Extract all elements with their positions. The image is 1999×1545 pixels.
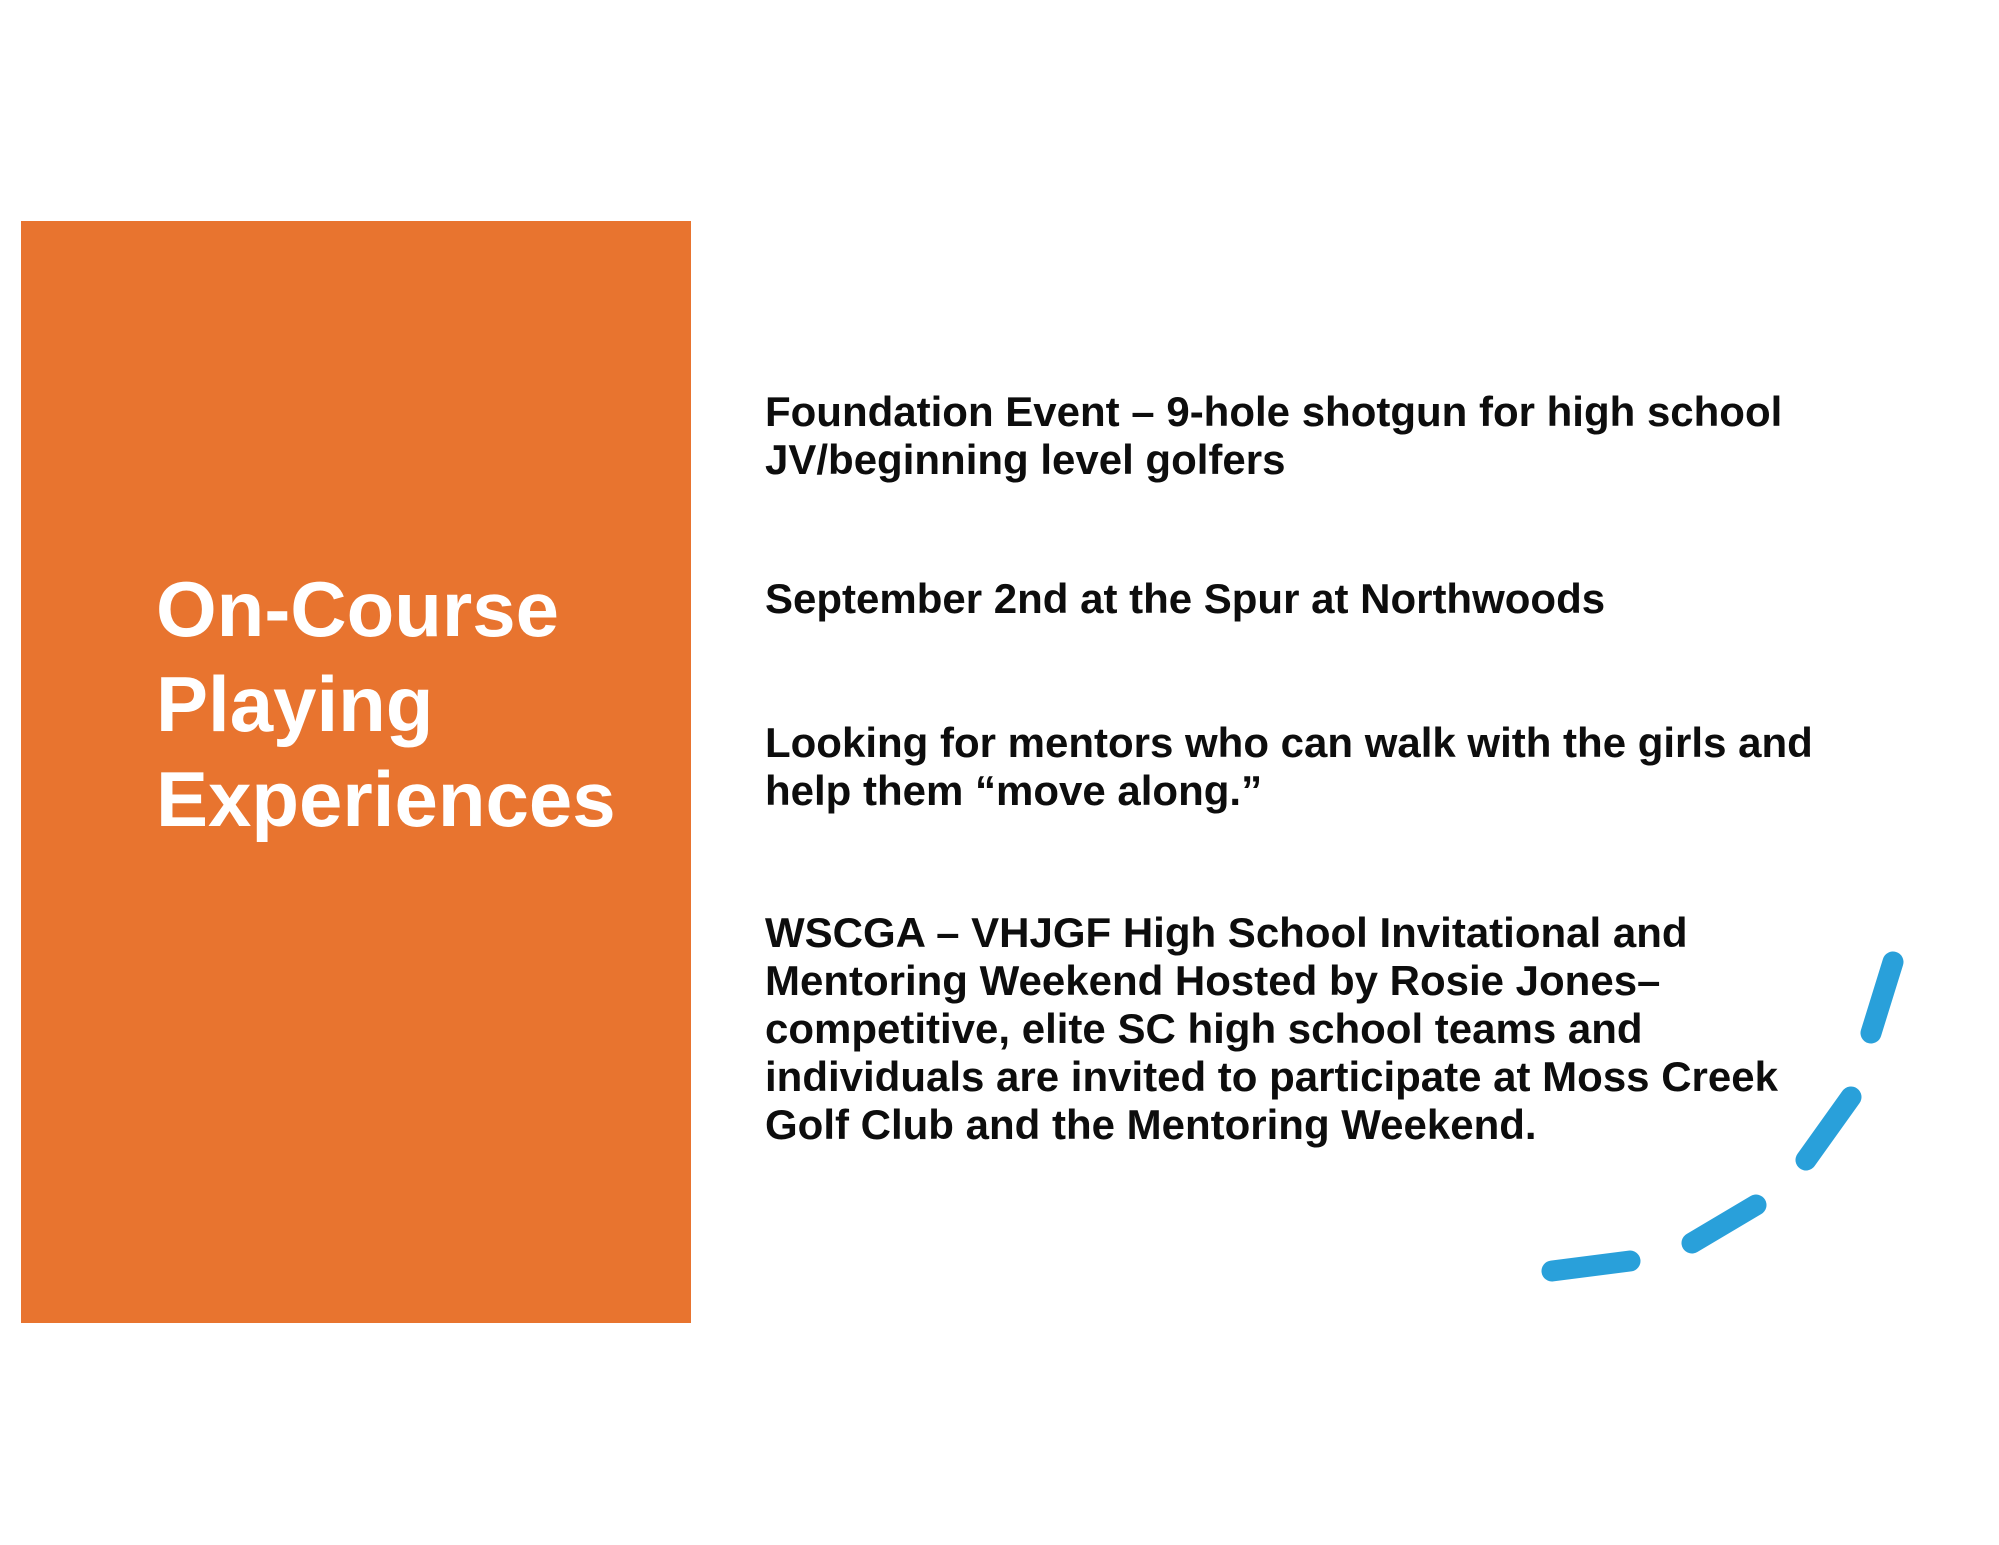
paragraph-foundation-event <box>765 388 1782 484</box>
title-line-1: On-Course <box>156 565 560 653</box>
body-line: competitive, elite SC high school teams and <box>765 1005 1643 1052</box>
title-line-2: Playing <box>156 660 434 748</box>
body-line: help them “move along.” <box>765 767 1263 814</box>
body-line: Mentoring Weekend Hosted by Rosie Jones– <box>765 957 1661 1004</box>
body-line: Looking for mentors who can walk with the girls and <box>765 719 1813 766</box>
body-line: Foundation Event – 9-hole shotgun for high school <box>765 388 1783 435</box>
body-line: JV/beginning level golfers <box>765 436 1286 483</box>
body-line: Golf Club and the Mentoring Weekend. <box>765 1101 1537 1148</box>
body-line: September 2nd at the Spur at Northwoods <box>765 575 1606 622</box>
body-line: individuals are invited to participate at Moss Creek <box>765 1053 1778 1100</box>
paragraph-wscga-invitational <box>765 909 1778 1149</box>
paragraph-september-date <box>765 575 1605 623</box>
body-line: WSCGA – VHJGF High School Invitational and <box>765 909 1688 956</box>
title-line-3: Experiences <box>156 755 616 843</box>
paragraph-mentors <box>765 719 1813 815</box>
